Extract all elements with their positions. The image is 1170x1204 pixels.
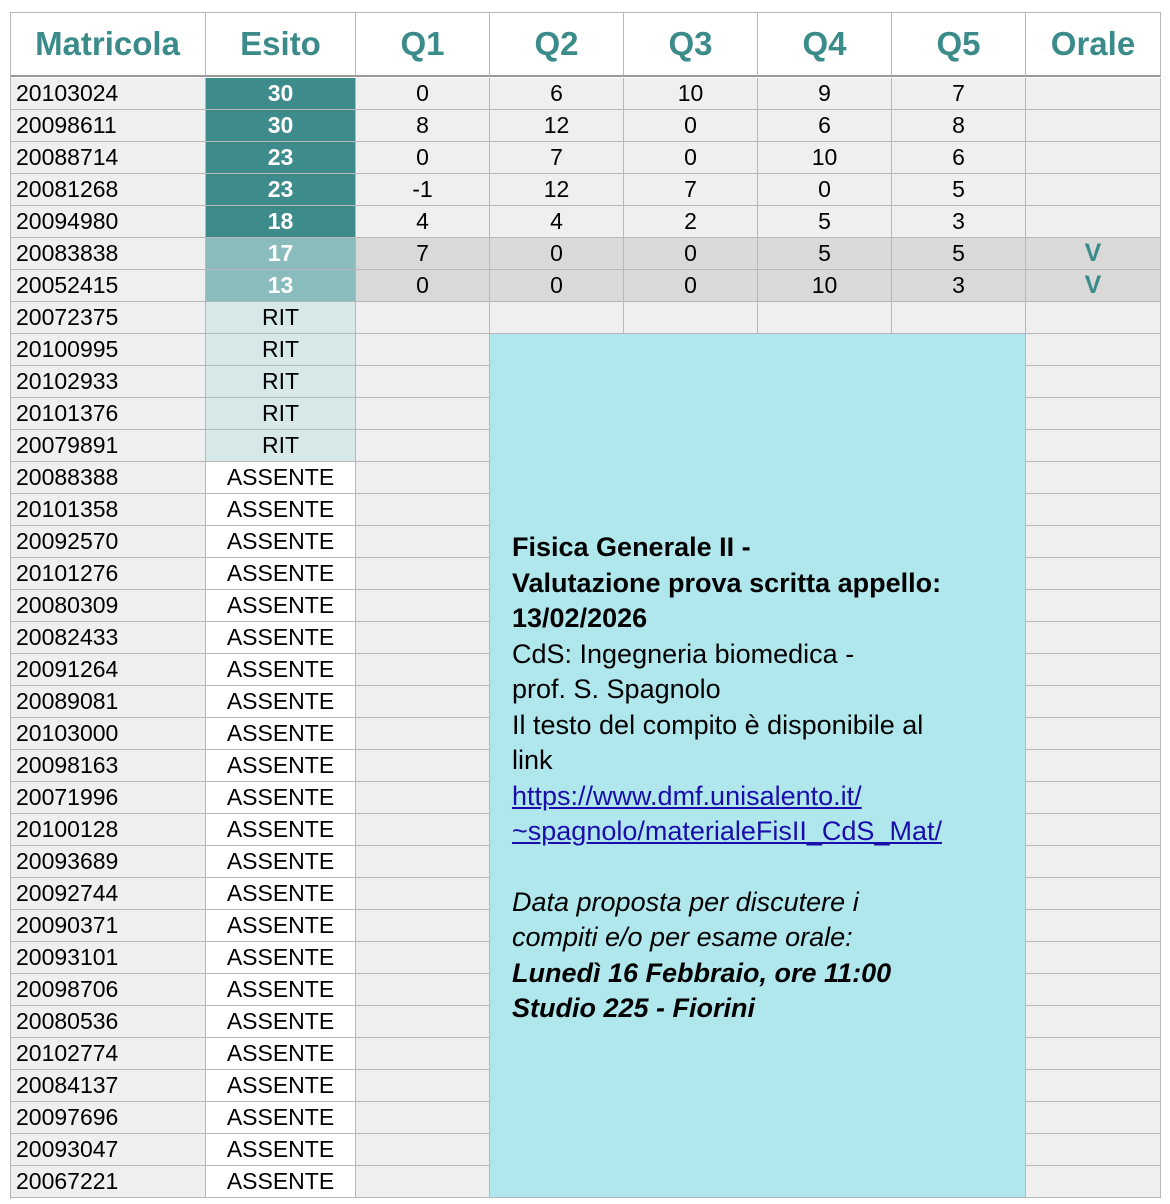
q1-cell[interactable] bbox=[356, 1070, 490, 1102]
orale-cell[interactable] bbox=[1026, 494, 1161, 526]
esito-cell[interactable]: ASSENTE bbox=[206, 1070, 356, 1102]
esito-cell[interactable]: ASSENTE bbox=[206, 590, 356, 622]
esito-cell[interactable]: RIT bbox=[206, 366, 356, 398]
q2-cell[interactable] bbox=[490, 302, 624, 334]
esito-cell[interactable]: ASSENTE bbox=[206, 1038, 356, 1070]
esito-cell[interactable]: RIT bbox=[206, 302, 356, 334]
esito-cell[interactable]: 18 bbox=[206, 206, 356, 238]
orale-cell[interactable] bbox=[1026, 1134, 1161, 1166]
q1-cell[interactable] bbox=[356, 334, 490, 366]
header-esito[interactable]: Esito bbox=[206, 12, 356, 77]
info-proposal-line-2: compiti e/o per esame orale: bbox=[512, 922, 853, 952]
esito-cell[interactable]: 30 bbox=[206, 110, 356, 142]
esito-cell[interactable]: ASSENTE bbox=[206, 526, 356, 558]
orale-cell[interactable] bbox=[1026, 398, 1161, 430]
q5-cell[interactable]: 3 bbox=[892, 270, 1026, 302]
orale-cell[interactable] bbox=[1026, 558, 1161, 590]
matricola-cell[interactable]: 20100995 bbox=[10, 334, 206, 366]
q1-cell[interactable] bbox=[356, 750, 490, 782]
info-text-line-2: link bbox=[512, 745, 553, 775]
orale-cell[interactable] bbox=[1026, 590, 1161, 622]
header-orale[interactable]: Orale bbox=[1026, 12, 1161, 77]
esito-cell[interactable]: ASSENTE bbox=[206, 750, 356, 782]
info-oral-place: Studio 225 - Fiorini bbox=[512, 993, 756, 1023]
q1-cell[interactable] bbox=[356, 558, 490, 590]
q1-cell[interactable] bbox=[356, 1102, 490, 1134]
info-oral-date: Lunedì 16 Febbraio, ore 11:00 bbox=[512, 957, 892, 988]
q1-cell[interactable]: 0 bbox=[356, 142, 490, 174]
q1-cell[interactable] bbox=[356, 878, 490, 910]
matricola-cell[interactable]: 20101376 bbox=[10, 398, 206, 430]
q1-cell[interactable] bbox=[356, 398, 490, 430]
esito-cell[interactable]: ASSENTE bbox=[206, 974, 356, 1006]
q1-cell[interactable]: 8 bbox=[356, 110, 490, 142]
orale-cell[interactable] bbox=[1026, 78, 1161, 110]
header-q1[interactable]: Q1 bbox=[356, 12, 490, 77]
esito-cell[interactable]: ASSENTE bbox=[206, 1006, 356, 1038]
q4-cell[interactable]: 10 bbox=[758, 270, 892, 302]
q4-cell[interactable]: 9 bbox=[758, 78, 892, 110]
orale-cell[interactable] bbox=[1026, 718, 1161, 750]
q3-cell[interactable]: 0 bbox=[624, 270, 758, 302]
esito-cell[interactable]: 23 bbox=[206, 174, 356, 206]
esito-cell[interactable]: RIT bbox=[206, 430, 356, 462]
info-proposal-line-1: Data proposta per discutere i bbox=[512, 886, 859, 917]
esito-cell[interactable]: ASSENTE bbox=[206, 910, 356, 942]
matricola-cell[interactable]: 20100128 bbox=[10, 814, 206, 846]
matricola-cell[interactable]: 20098706 bbox=[10, 974, 206, 1006]
esito-cell[interactable]: ASSENTE bbox=[206, 846, 356, 878]
esito-cell[interactable]: ASSENTE bbox=[206, 622, 356, 654]
q1-cell[interactable] bbox=[356, 1006, 490, 1038]
orale-cell[interactable] bbox=[1026, 206, 1161, 238]
matricola-cell[interactable]: 20090371 bbox=[10, 910, 206, 942]
q3-cell[interactable]: 0 bbox=[624, 110, 758, 142]
esito-cell[interactable]: ASSENTE bbox=[206, 878, 356, 910]
orale-cell[interactable]: V bbox=[1026, 238, 1161, 270]
q3-cell[interactable]: 0 bbox=[624, 238, 758, 270]
orale-cell[interactable]: V bbox=[1026, 270, 1161, 302]
q1-cell[interactable] bbox=[356, 430, 490, 462]
orale-cell[interactable] bbox=[1026, 174, 1161, 206]
matricola-cell[interactable]: 20097696 bbox=[10, 1102, 206, 1134]
esito-cell[interactable]: ASSENTE bbox=[206, 1166, 356, 1198]
q1-cell[interactable] bbox=[356, 654, 490, 686]
q5-cell[interactable]: 8 bbox=[892, 110, 1026, 142]
q5-cell[interactable]: 6 bbox=[892, 142, 1026, 174]
exam-text-link-2[interactable]: ~spagnolo/materialeFisII_CdS_Mat/ bbox=[512, 816, 942, 846]
q1-cell[interactable] bbox=[356, 622, 490, 654]
q5-cell[interactable]: 5 bbox=[892, 174, 1026, 206]
matricola-cell[interactable]: 20091264 bbox=[10, 654, 206, 686]
info-title-line-2: Valutazione prova scritta appello: bbox=[512, 567, 942, 598]
q2-cell[interactable]: 12 bbox=[490, 174, 624, 206]
q2-cell[interactable]: 0 bbox=[490, 270, 624, 302]
orale-cell[interactable] bbox=[1026, 142, 1161, 174]
q1-cell[interactable] bbox=[356, 366, 490, 398]
q2-cell[interactable]: 7 bbox=[490, 142, 624, 174]
orale-cell[interactable] bbox=[1026, 1070, 1161, 1102]
header-q4[interactable]: Q4 bbox=[758, 12, 892, 77]
q1-cell[interactable] bbox=[356, 910, 490, 942]
matricola-cell[interactable]: 20081268 bbox=[10, 174, 206, 206]
orale-cell[interactable] bbox=[1026, 750, 1161, 782]
q1-cell[interactable] bbox=[356, 302, 490, 334]
info-title-line-1: Fisica Generale II - bbox=[512, 532, 751, 562]
matricola-cell[interactable]: 20098611 bbox=[10, 110, 206, 142]
q4-cell[interactable] bbox=[758, 302, 892, 334]
matricola-cell[interactable]: 20102933 bbox=[10, 366, 206, 398]
matricola-cell[interactable]: 20052415 bbox=[10, 270, 206, 302]
orale-cell[interactable] bbox=[1026, 782, 1161, 814]
q1-cell[interactable] bbox=[356, 462, 490, 494]
matricola-cell[interactable]: 20088714 bbox=[10, 142, 206, 174]
matricola-cell[interactable]: 20080536 bbox=[10, 1006, 206, 1038]
q2-cell[interactable]: 4 bbox=[490, 206, 624, 238]
esito-cell[interactable]: ASSENTE bbox=[206, 654, 356, 686]
orale-cell[interactable] bbox=[1026, 686, 1161, 718]
header-q5[interactable]: Q5 bbox=[892, 12, 1026, 77]
matricola-cell[interactable]: 20092570 bbox=[10, 526, 206, 558]
esito-cell[interactable]: RIT bbox=[206, 398, 356, 430]
q1-cell[interactable] bbox=[356, 1038, 490, 1070]
q1-cell[interactable] bbox=[356, 1166, 490, 1198]
matricola-cell[interactable]: 20101358 bbox=[10, 494, 206, 526]
esito-cell[interactable]: 13 bbox=[206, 270, 356, 302]
info-text-line-1: Il testo del compito è disponibile al bbox=[512, 709, 924, 740]
orale-cell[interactable] bbox=[1026, 366, 1161, 398]
q1-cell[interactable] bbox=[356, 718, 490, 750]
exam-text-link-1[interactable]: https://www.dmf.unisalento.it/ bbox=[512, 780, 862, 811]
q1-cell[interactable] bbox=[356, 526, 490, 558]
matricola-cell[interactable]: 20089081 bbox=[10, 686, 206, 718]
q3-cell[interactable] bbox=[624, 302, 758, 334]
matricola-cell[interactable]: 20088388 bbox=[10, 462, 206, 494]
q1-cell[interactable]: -1 bbox=[356, 174, 490, 206]
orale-cell[interactable] bbox=[1026, 526, 1161, 558]
matricola-cell[interactable]: 20080309 bbox=[10, 590, 206, 622]
esito-cell[interactable]: ASSENTE bbox=[206, 1134, 356, 1166]
q1-cell[interactable] bbox=[356, 942, 490, 974]
q4-cell[interactable]: 0 bbox=[758, 174, 892, 206]
q1-cell[interactable]: 0 bbox=[356, 270, 490, 302]
esito-cell[interactable]: ASSENTE bbox=[206, 942, 356, 974]
matricola-cell[interactable]: 20102774 bbox=[10, 1038, 206, 1070]
q1-cell[interactable] bbox=[356, 814, 490, 846]
orale-cell[interactable] bbox=[1026, 878, 1161, 910]
q4-cell[interactable]: 5 bbox=[758, 238, 892, 270]
q1-cell[interactable] bbox=[356, 590, 490, 622]
matricola-cell[interactable]: 20084137 bbox=[10, 1070, 206, 1102]
info-exam-date: 13/02/2026 bbox=[512, 603, 648, 633]
esito-cell[interactable]: ASSENTE bbox=[206, 814, 356, 846]
esito-cell[interactable]: 30 bbox=[206, 78, 356, 110]
orale-cell[interactable] bbox=[1026, 1102, 1161, 1134]
orale-cell[interactable] bbox=[1026, 846, 1161, 878]
esito-cell[interactable]: 23 bbox=[206, 142, 356, 174]
q4-cell[interactable]: 5 bbox=[758, 206, 892, 238]
orale-cell[interactable] bbox=[1026, 654, 1161, 686]
orale-cell[interactable] bbox=[1026, 814, 1161, 846]
q5-cell[interactable]: 7 bbox=[892, 78, 1026, 110]
q1-cell[interactable] bbox=[356, 494, 490, 526]
q5-cell[interactable] bbox=[892, 302, 1026, 334]
info-cds: CdS: Ingegneria biomedica - bbox=[512, 638, 855, 669]
matricola-cell[interactable]: 20093689 bbox=[10, 846, 206, 878]
matricola-cell[interactable]: 20093101 bbox=[10, 942, 206, 974]
matricola-cell[interactable]: 20094980 bbox=[10, 206, 206, 238]
q5-cell[interactable]: 5 bbox=[892, 238, 1026, 270]
matricola-cell[interactable]: 20103000 bbox=[10, 718, 206, 750]
esito-cell[interactable]: ASSENTE bbox=[206, 718, 356, 750]
orale-cell[interactable] bbox=[1026, 622, 1161, 654]
orale-cell[interactable] bbox=[1026, 110, 1161, 142]
q3-cell[interactable]: 7 bbox=[624, 174, 758, 206]
esito-cell[interactable]: ASSENTE bbox=[206, 494, 356, 526]
orale-cell[interactable] bbox=[1026, 942, 1161, 974]
orale-cell[interactable] bbox=[1026, 334, 1161, 366]
orale-cell[interactable] bbox=[1026, 1006, 1161, 1038]
q1-cell[interactable]: 7 bbox=[356, 238, 490, 270]
info-professor: prof. S. Spagnolo bbox=[512, 674, 721, 704]
matricola-cell[interactable]: 20082433 bbox=[10, 622, 206, 654]
esito-cell[interactable]: ASSENTE bbox=[206, 1102, 356, 1134]
orale-cell[interactable] bbox=[1026, 462, 1161, 494]
matricola-cell[interactable]: 20101276 bbox=[10, 558, 206, 590]
q4-cell[interactable]: 10 bbox=[758, 142, 892, 174]
matricola-cell[interactable]: 20093047 bbox=[10, 1134, 206, 1166]
header-q2[interactable]: Q2 bbox=[490, 12, 624, 77]
header-q3[interactable]: Q3 bbox=[624, 12, 758, 77]
orale-cell[interactable] bbox=[1026, 302, 1161, 334]
orale-cell[interactable] bbox=[1026, 430, 1161, 462]
exam-info-box bbox=[490, 334, 1026, 1198]
q3-cell[interactable]: 0 bbox=[624, 142, 758, 174]
matricola-cell[interactable]: 20067221 bbox=[10, 1166, 206, 1198]
orale-cell[interactable] bbox=[1026, 1038, 1161, 1070]
q2-cell[interactable]: 6 bbox=[490, 78, 624, 110]
q1-cell[interactable] bbox=[356, 846, 490, 878]
matricola-cell[interactable]: 20092744 bbox=[10, 878, 206, 910]
q1-cell[interactable] bbox=[356, 782, 490, 814]
esito-cell[interactable]: ASSENTE bbox=[206, 558, 356, 590]
q1-cell[interactable] bbox=[356, 686, 490, 718]
q3-cell[interactable]: 2 bbox=[624, 206, 758, 238]
matricola-cell[interactable]: 20103024 bbox=[10, 78, 206, 110]
esito-cell[interactable]: ASSENTE bbox=[206, 686, 356, 718]
esito-cell[interactable]: ASSENTE bbox=[206, 782, 356, 814]
q1-cell[interactable]: 0 bbox=[356, 78, 490, 110]
q5-cell[interactable]: 3 bbox=[892, 206, 1026, 238]
matricola-cell[interactable]: 20098163 bbox=[10, 750, 206, 782]
q4-cell[interactable]: 6 bbox=[758, 110, 892, 142]
matricola-cell[interactable]: 20079891 bbox=[10, 430, 206, 462]
q2-cell[interactable]: 0 bbox=[490, 238, 624, 270]
matricola-cell[interactable]: 20083838 bbox=[10, 238, 206, 270]
q1-cell[interactable]: 4 bbox=[356, 206, 490, 238]
header-matricola[interactable]: Matricola bbox=[10, 12, 206, 77]
q1-cell[interactable] bbox=[356, 1134, 490, 1166]
q2-cell[interactable]: 12 bbox=[490, 110, 624, 142]
q1-cell[interactable] bbox=[356, 974, 490, 1006]
matricola-cell[interactable]: 20071996 bbox=[10, 782, 206, 814]
esito-cell[interactable]: 17 bbox=[206, 238, 356, 270]
esito-cell[interactable]: ASSENTE bbox=[206, 462, 356, 494]
q3-cell[interactable]: 10 bbox=[624, 78, 758, 110]
orale-cell[interactable] bbox=[1026, 974, 1161, 1006]
matricola-cell[interactable]: 20072375 bbox=[10, 302, 206, 334]
esito-cell[interactable]: RIT bbox=[206, 334, 356, 366]
orale-cell[interactable] bbox=[1026, 910, 1161, 942]
orale-cell[interactable] bbox=[1026, 1166, 1161, 1198]
